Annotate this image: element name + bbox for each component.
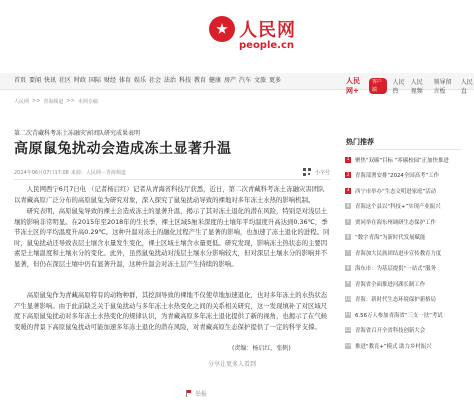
breadcrumb (14, 98, 98, 105)
nav-item[interactable]: 首页 (14, 77, 27, 84)
app-badge[interactable]: 客户端 (369, 78, 387, 94)
rank-badge: 3 (346, 188, 350, 194)
sidebar-item-text: 青海加大民族团结进步宣传教育力度 (355, 250, 442, 257)
sidebar-list-item[interactable] (345, 307, 461, 323)
nav-item[interactable]: 汽车 (239, 77, 252, 84)
nav-item[interactable]: 法治 (164, 77, 177, 84)
rank-badge: 10 (345, 296, 351, 302)
nav-link[interactable]: 人民视频 (410, 79, 423, 95)
nav-item[interactable]: 健康 (209, 77, 222, 84)
sidebar-item-text: 聚焦“双碳”目标 “零碳校园”正加快推进 (355, 157, 449, 164)
article-title: 高原鼠兔扰动会造成冻土显著升温 (14, 141, 232, 157)
rank-badge: 5 (346, 219, 350, 225)
nav-item[interactable]: 娱乐 (134, 77, 147, 84)
sidebar-item-text: 6.56万人参加青海省“三支一扶”考试 (355, 312, 443, 319)
sidebar-divider (345, 149, 461, 150)
nav-item[interactable]: 科技 (179, 77, 192, 84)
nav-items (14, 75, 284, 84)
sidebar-list-item[interactable] (345, 199, 461, 215)
sidebar-list-item[interactable] (345, 152, 461, 168)
sidebar-list (345, 152, 461, 354)
share-prompt[interactable]: 分享让更多人看到 (208, 361, 257, 368)
nav-link[interactable]: 人民热 (392, 79, 405, 95)
article-meta (14, 168, 330, 176)
breadcrumb-separator: >> (66, 98, 75, 104)
nav-item[interactable]: 文旅 (254, 77, 267, 84)
article-paragraph: 人民网西宁6月7日电 （记者杨启红）记者从青海省科技厅获悉，近日，第二次青藏科考冻土冻融灾害团队以青藏高原广泛分布的高原鼠兔为研究对象，深入探究了鼠兔扰动导致的裸地对多年冻土水热的影响机制。 (14, 185, 325, 204)
sidebar-item-text: 贾同举在海东州调研生态保护工作 (355, 219, 436, 226)
sidebar-item-text: 青海部署安排“2024全国高考”工作 (355, 173, 439, 180)
sidebar-list-item[interactable] (345, 338, 461, 354)
sidebar-list-item[interactable] (345, 230, 461, 246)
article-kicker: 第二次青藏科考冻土冻融灾害团队研究成果表明 (14, 130, 141, 137)
sidebar-item-text: “数字青海”为新时代发展赋能 (355, 235, 426, 242)
article-paragraph: 高原鼠兔作为青藏高原特有的动物种群，其挖洞导致的裸地不仅使草地加速退化，也对多年冻土的水热状态产生显著影响。由于此前缺乏关于鼠兔扰动与多年冻土水热变化之间的关系相关研究，这一发现填补了对区域尺度下高原鼠兔扰动对多年冻土水热变化的规律认识，为青藏高原多年冻土退化提供了新的视角，也揭示了在气候变暖的背景下高原鼠兔扰动可能加速多年冻土退化的潜在风险，对青藏高原生态保护提供了一定的科学支撑。 (14, 291, 328, 331)
main-nav (0, 73, 474, 95)
sidebar-item-text: 青海省召开全省科技创新大会 (355, 328, 426, 335)
sidebar-list-item[interactable] (345, 183, 461, 199)
editor-credit: (责编：杨启红、张帆) (232, 345, 291, 352)
nav-right (346, 76, 474, 96)
sidebar-item-text: 西宁市举办“生态文明进家庭”活动 (355, 188, 437, 195)
rank-badge: 12 (345, 327, 351, 333)
app-brand[interactable]: 人民网+ (346, 76, 360, 95)
rank-badge: 6 (346, 234, 350, 240)
sidebar-list-item[interactable] (345, 292, 461, 308)
sidebar-item-text: 青海省全面推进河湖长制工作 (355, 281, 426, 288)
sidebar-list-item[interactable] (345, 168, 461, 184)
nav-link[interactable]: 领导留言板 (433, 79, 452, 95)
sidebar-list-item[interactable] (345, 276, 461, 292)
site-header (0, 0, 474, 71)
sidebar-item-text: 青海这个县以“科技+”实现产业振兴 (355, 204, 441, 211)
logo-english: people.cn (239, 40, 295, 51)
rank-badge: 4 (346, 203, 350, 209)
rank-badge: 8 (346, 265, 350, 271)
sidebar-list-item[interactable] (345, 323, 461, 339)
qrcode-icon[interactable] (303, 168, 311, 176)
nav-item[interactable]: 时政 (74, 77, 87, 84)
sidebar-item-text: 青海：新时代生态环境保护新格局 (355, 297, 436, 304)
breadcrumb-separator: >> (32, 98, 41, 104)
nav-item[interactable]: 要闻 (29, 77, 42, 84)
source-link[interactable]: 人民网－青海频道 (85, 169, 126, 176)
rank-badge: 9 (346, 281, 350, 287)
font-size-control[interactable]: 小字号 (314, 169, 330, 176)
nav-item[interactable]: 国际 (89, 77, 102, 84)
report-label: 举报 (195, 391, 208, 398)
sidebar-title: 热门推荐 (346, 138, 374, 146)
emblem-icon (209, 16, 235, 42)
rank-badge: 11 (345, 312, 351, 318)
nav-links (393, 77, 474, 95)
meta-tools (303, 168, 330, 176)
nav-item[interactable]: 社会 (149, 77, 162, 84)
sidebar-list-item[interactable] (345, 245, 461, 261)
source-label: 来源： (70, 169, 86, 176)
nav-item[interactable]: 教育 (194, 77, 207, 84)
sidebar-item-text: 推进“教育+”模式 助力乡村振兴 (355, 343, 432, 350)
flag-icon (186, 390, 192, 397)
sidebar-item-text: 海东市：为基层提供“一站式”服务 (355, 266, 437, 273)
nav-item[interactable]: 社区 (59, 77, 72, 84)
meta-divider (14, 179, 330, 180)
breadcrumb-link[interactable]: 青海频道 (43, 99, 64, 105)
nav-item[interactable]: 体育 (119, 77, 132, 84)
site-logo[interactable] (209, 14, 309, 58)
publish-date: 2024年06月07日17:08 (14, 169, 69, 176)
breadcrumb-link[interactable]: 本网专稿 (77, 99, 98, 105)
sidebar-list-item[interactable] (345, 214, 461, 230)
rank-badge: 13 (345, 343, 351, 349)
nav-item[interactable]: 财经 (104, 77, 117, 84)
report-button[interactable] (186, 389, 207, 398)
rank-badge: 1 (346, 157, 350, 163)
nav-link[interactable]: 人民直 (460, 79, 473, 95)
nav-item[interactable]: 快讯 (44, 77, 57, 84)
nav-item[interactable]: 房产 (224, 77, 237, 84)
nav-item[interactable]: 更多 (269, 77, 282, 84)
breadcrumb-link[interactable]: 人民网 (14, 99, 30, 105)
logo-chinese: 人民网 (239, 20, 296, 41)
sidebar-hot (345, 137, 461, 354)
rank-badge: 2 (346, 172, 350, 178)
article-paragraph: 研究表明，高原鼠兔导致的裸土会造成冻土的显著升温，揭示了其对冻土退化的潜在风险，特别是对浅层土壤的影响非常明显。在2015年至2018年的生长季，裸土区域5厘米深度的土壤年平均温度升高达到0.36℃，季节冻土区的平均温度升高0.29℃。这种升温对冻土的融化过程产生了显著的影响，也加速了冻土退化的进程。同时，鼠兔扰动还导致表层土壤含水量发生变化，裸土区域土壤含水量更低。研究发现，影响冻土热状态的主要因素是土壤温度和土壤水分的变化。此外，虽然鼠兔扰动对浅层土壤水分影响较大，但对深层土壤水分的影响并不显著，但仍在深层土壤中仍有显著升温，这种升温会对冻土层产生持续的影响。 (14, 207, 330, 268)
rank-badge: 7 (346, 250, 350, 256)
sidebar-list-item[interactable] (345, 261, 461, 277)
